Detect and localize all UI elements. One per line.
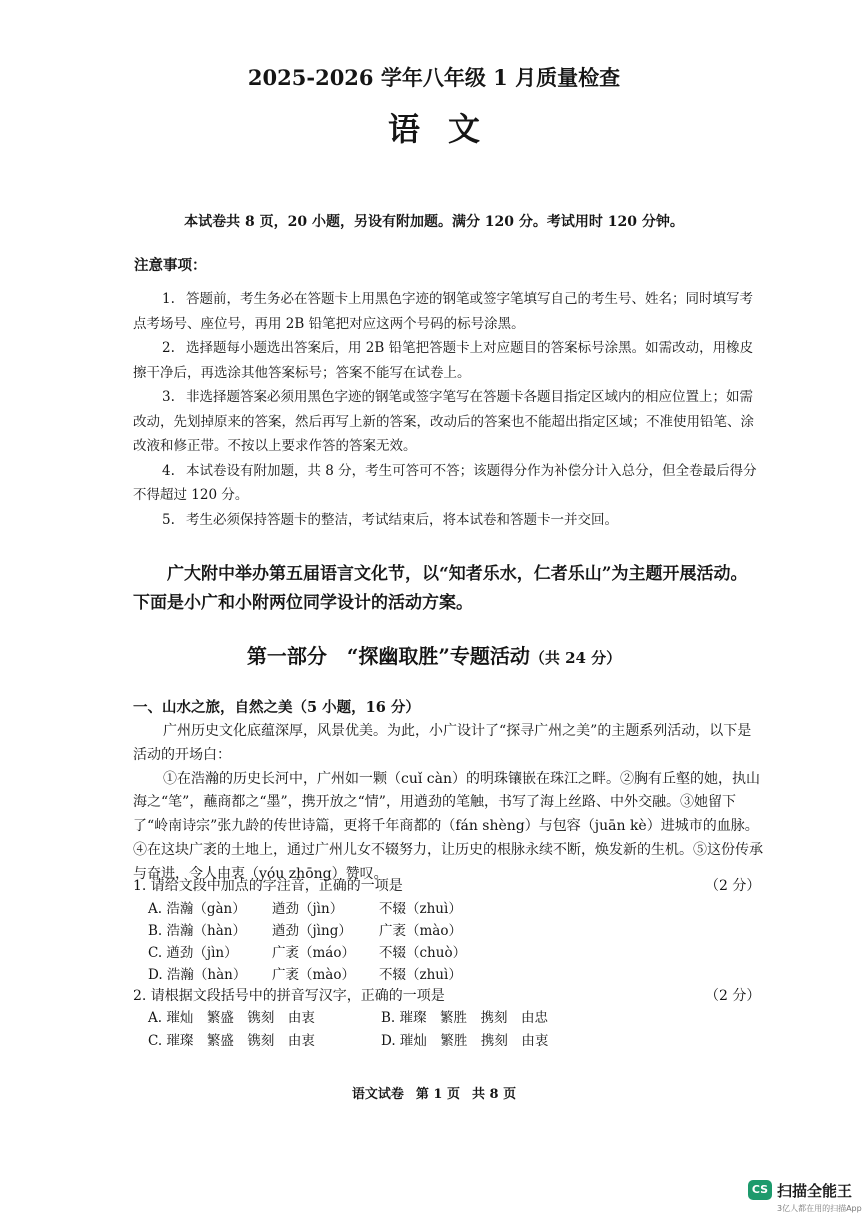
exam-intro: 本试卷共 8 页，20 小题，另设有附加题。满分 120 分。考试用时 120 分钟。 [184, 214, 684, 230]
option-part: C. 遒劲（jìn） [148, 945, 238, 961]
option-a: A. 璀灿 繁盛 镌刻 由衷 [148, 1010, 315, 1026]
question-1-stem: 1. 请给文段中加点的字注音，正确的一项是 [133, 878, 403, 894]
activity-lead: 广大附中举办第五届语言文化节，以“知者乐水，仁者乐山”为主题开展活动。下面是小广和小附两位同学设计的活动方案。 [133, 564, 748, 613]
notice-item [133, 508, 763, 533]
notice-num: 5. [162, 511, 175, 528]
question-2-stem: 2. 请根据文段括号中的拼音写汉字，正确的一项是 [133, 988, 445, 1004]
passage-paragraph: 广州历史文化底蕴深厚，风景优美。为此，小广设计了“探寻广州之美”的主题系列活动，以下是活动的开场白： [133, 723, 752, 763]
question-1-option-c [148, 941, 466, 961]
notice-text: 本试卷设有附加题，共 8 分，考生可答可不答；该题得分作为补偿分计入总分，但全卷最后得分不得超过 120 分。 [133, 462, 757, 503]
footer-total: 共 8 页 [472, 1087, 517, 1102]
option-b: B. 璀璨 繁胜 携刻 由忠 [381, 1010, 549, 1026]
option-part: 不辍（chuò） [379, 945, 467, 961]
question-1-option-b [148, 919, 462, 939]
footer-subject: 语文试卷 [351, 1087, 404, 1102]
notice-item [133, 287, 763, 336]
notice-num: 1. [162, 291, 175, 307]
option-part: 不辍（zhuì） [379, 967, 462, 983]
notice-num: 2. [162, 340, 175, 356]
question-2-option-row [148, 1006, 548, 1026]
question-2-score: （2 分） [705, 988, 761, 1004]
notice-num: 4. [162, 462, 175, 479]
watermark-name: 扫描全能王 [777, 1182, 853, 1200]
option-part: 广袤（máo） [272, 945, 355, 961]
question-1-score: （2 分） [705, 878, 761, 894]
option-d: D. 璀灿 繁胜 携刻 由衷 [381, 1033, 549, 1049]
option-part: 广袤（mào） [272, 967, 355, 983]
exam-title: 2025-2026 学年八年级 1 月质量检查 [247, 65, 621, 90]
option-c: C. 璀璨 繁盛 镌刻 由衷 [148, 1033, 315, 1049]
option-part: 遒劲（jìng） [272, 923, 352, 939]
question-1-option-d [148, 963, 462, 983]
question-1-option-a [148, 897, 462, 917]
footer-page: 第 1 页 [415, 1087, 460, 1102]
part-score: （共 24 分） [529, 649, 622, 667]
watermark-tagline: 3亿人都在用的扫描App [777, 1204, 862, 1213]
notice-item [133, 385, 763, 459]
subject-title: 语文 [387, 110, 508, 148]
part-heading [0, 640, 868, 669]
camscanner-logo-icon: CS [748, 1180, 772, 1200]
notice-list [133, 287, 763, 532]
option-part: A. 浩瀚（gàn） [148, 901, 246, 917]
notice-item [133, 459, 763, 508]
passage [133, 720, 763, 887]
section-heading: 一、山水之旅，自然之美（5 小题，16 分） [133, 699, 420, 716]
notice-heading: 注意事项： [134, 257, 207, 274]
notice-text: 非选择题答案必须用黑色字迹的钢笔或签字笔写在答题卡各题目指定区域内的相应位置上；如需改动，先划掉原来的答案，然后再写上新的答案，改动后的答案也不能超出指定区域；不准使用铅笔、涂改液和修正带。不按以上要求作答的答案无效。 [133, 389, 754, 454]
page-footer [0, 1083, 868, 1102]
notice-text: 答题前，考生务必在答题卡上用黑色字迹的钢笔或签字笔填写自己的考生号、姓名；同时填写考点考场号、座位号，再用 2B 铅笔把对应这两个号码的标号涂黑。 [133, 291, 753, 332]
notice-text: 选择题每小题选出答案后，用 2B 铅笔把答题卡上对应题目的答案标号涂黑。如需改动，用橡皮擦干净后，再选涂其他答案标号；答案不能写在试卷上。 [133, 340, 754, 381]
passage-paragraph: ①在浩瀚的历史长河中，广州如一颗（cuǐ càn）的明珠镶嵌在珠江之畔。②胸有丘壑的她，执山海之“笔”，蘸商都之“墨”，携开放之“情”，用遒劲的笔触，书写了海上丝路、中外交融。③她留下了“岭南诗宗”张九龄的传世诗篇，更将千年商都的（fán shèng）与包容（juān kè）进城市的血脉。④在这块广袤的土地上，通过广州儿女不辍努力，让历史的根脉永续不断，焕发新的生机。⑤这份传承与奋进，令人由衷（yóu zhōng）赞叹。 [133, 770, 763, 882]
notice-item [133, 336, 763, 385]
part-title: 第一部分 “探幽取胜”专题活动 [246, 644, 530, 668]
option-part: 广袤（mào） [379, 923, 462, 939]
option-part: 不辍（zhuì） [379, 901, 462, 917]
question-2-option-row [148, 1029, 548, 1049]
option-part: 遒劲（jìn） [272, 901, 344, 917]
option-part: D. 浩瀚（hàn） [148, 967, 247, 983]
notice-text: 考生必须保持答题卡的整洁，考试结束后，将本试卷和答题卡一并交回。 [186, 511, 618, 528]
option-part: B. 浩瀚（hàn） [148, 923, 246, 939]
notice-num: 3. [162, 389, 175, 405]
